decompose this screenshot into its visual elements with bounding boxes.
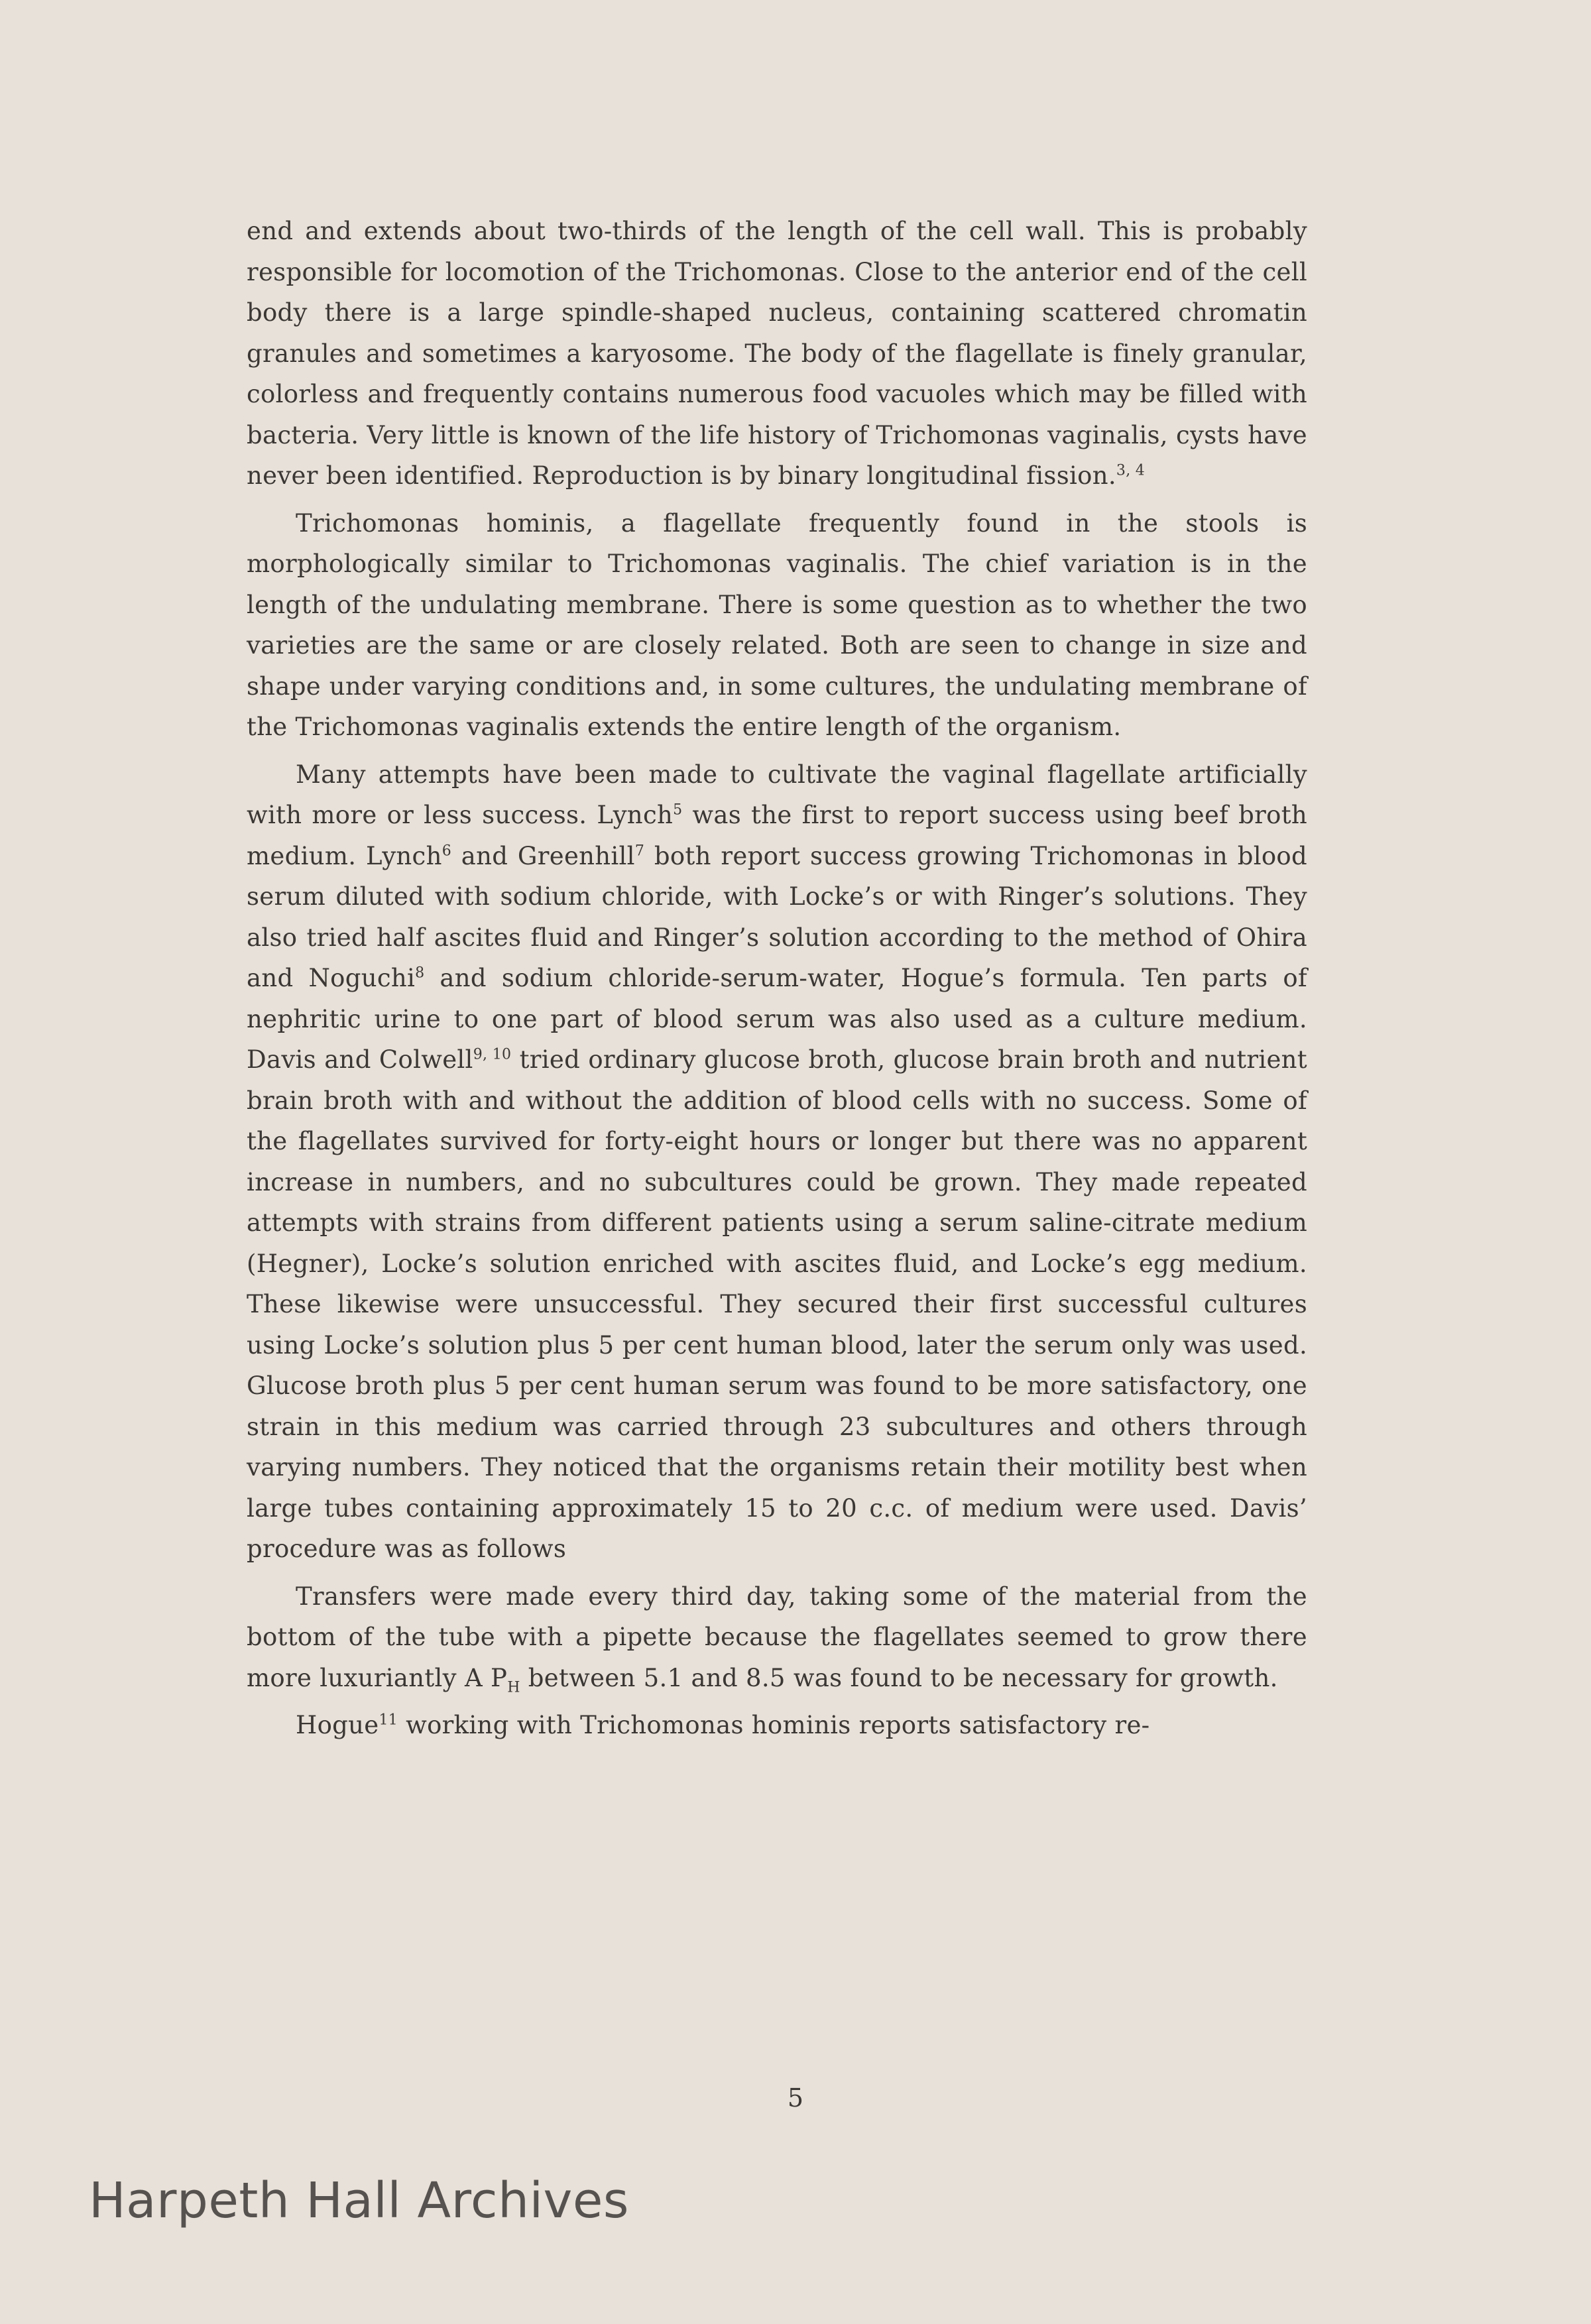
footnote-ref: 5 [673, 801, 683, 819]
body-text [247, 211, 1307, 1753]
text-run: Many attempts have been made to cultivate the vaginal flagellate artificially with more or less success. Lynch [247, 760, 1307, 829]
footnote-ref: 6 [442, 842, 452, 860]
text-run: tried ordinary glucose broth, glucose brain broth and nutrient brain broth with and without the addition of blood cells with no success. Some of the flagellates survived for forty-eight hours or longer but there was no apparent increase in numbers, and no subcultures could be grown. They made repeated attempts with strains from different patients using a serum saline-citrate medium (Hegner), Locke’s solution enriched with ascites fluid, and Locke’s egg medium. These likewise were unsuccessful. They secured their first successful cultures using Locke’s solution plus 5 per cent human blood, later the serum only was used. Glucose broth plus 5 per cent human serum was found to be more satisfactory, one strain in this medium was carried through 23 subcultures and others through varying numbers. They noticed that the organisms retain their motility best when large tubes containing approximately 15 to 20 c.c. of medium were used. Davis’ procedure was as follows [247, 1045, 1307, 1563]
text-run: Hogue [296, 1711, 379, 1739]
text-run: between 5.1 and 8.5 was found to be necessary for growth. [520, 1663, 1278, 1692]
footnote-ref: 7 [634, 842, 645, 860]
footnote-ref: 8 [415, 964, 425, 982]
text-run: was the first to report success using beef broth medium. Lynch [247, 801, 1307, 870]
footnote-ref: 9, 10 [473, 1046, 512, 1063]
paragraph [247, 503, 1307, 748]
text-run: both report success growing Trichomonas in blood serum diluted with sodium chloride, with Locke’s or with Ringer’s solutions. They also tried half ascites fluid and Ringer’s solution according to the method of Ohira and Noguchi [247, 841, 1307, 992]
text-run: Transfers were made every third day, taking some of the material from the bottom of the tube with a pipette because the flagellates seemed to grow there more luxuriantly A P [247, 1582, 1307, 1692]
paragraph [247, 211, 1307, 496]
footnote-ref: 11 [379, 1712, 398, 1729]
text-run: and Greenhill [451, 841, 635, 870]
text-run: working with Trichomonas hominis reports satisfactory re- [398, 1711, 1150, 1739]
page-number: 5 [787, 2083, 804, 2113]
paragraph [247, 1705, 1307, 1746]
paragraph [247, 754, 1307, 1570]
footnote-ref: 3, 4 [1116, 462, 1146, 479]
text-run: end and extends about two-thirds of the length of the cell wall. This is probably responsible for locomotion of the Trichomonas. Close to the anterior end of the cell body there is a large spindle-shaped nucleus, containing scattered chromatin granules and sometimes a karyosome. The body of the flagellate is finely granular, colorless and frequently contains numerous food vacuoles which may be filled with bacteria. Very little is known of the life history of Trichomonas vaginalis, cysts have never been identified. Reproduction is by binary longitudinal fission. [247, 217, 1307, 490]
subscript: H [507, 1678, 520, 1696]
text-run: Trichomonas hominis, a flagellate frequently found in the stools is morphologically similar to Trichomonas vaginalis. The chief variation is in the length of the undulating membrane. There is some question as to whether the two varieties are the same or are closely related. Both are seen to change in size and shape under varying conditions and, in some cultures, the undulating membrane of the Trichomonas vaginalis extends the entire length of the organism. [247, 508, 1307, 741]
archive-watermark: Harpeth Hall Archives [89, 2172, 629, 2229]
paragraph [247, 1576, 1307, 1699]
text-run: and sodium chloride-serum-water, Hogue’s formula. Ten parts of nephritic urine to one part of blood serum was also used as a culture medium. Davis and Colwell [247, 964, 1308, 1074]
